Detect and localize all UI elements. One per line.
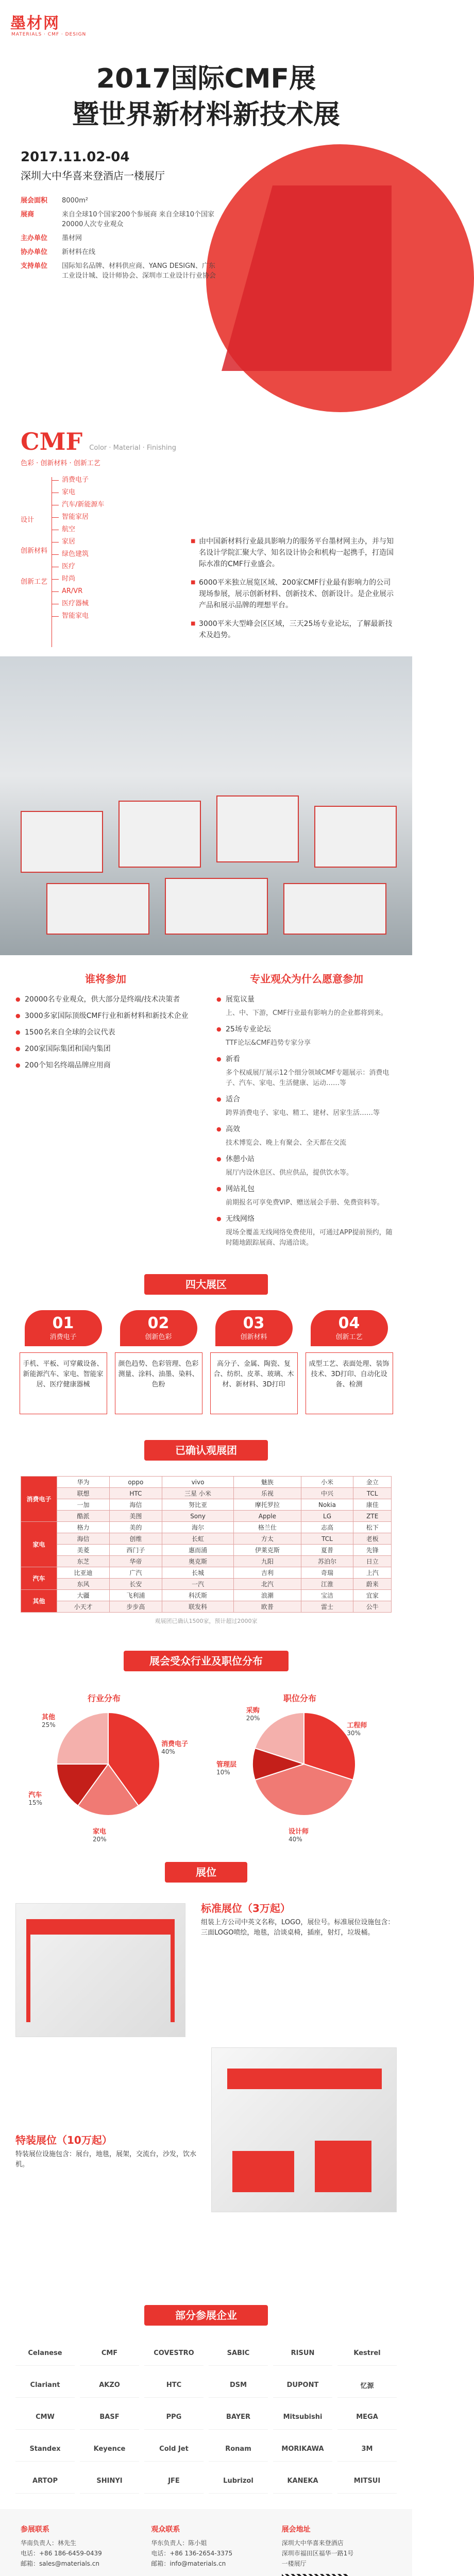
table-cell: 科沃斯 [162, 1590, 233, 1601]
zone-number: 04 [338, 1314, 360, 1332]
info-value: 来自全球10个国家200个参展商 来自全球10个国家20000人次专业观众 [62, 211, 215, 228]
mindmap-item: 智能家居 [21, 511, 185, 523]
gain-title: ● 适合 [216, 1094, 397, 1105]
brand-logo[interactable]: 墨材网 [10, 14, 60, 32]
exhibitor-logo[interactable]: MEGA [337, 2405, 397, 2430]
pie-label [216, 1759, 236, 1776]
mindmap-item: 医疗 [21, 561, 185, 573]
gain-desc: 上、中、下游，CMF行业最有影响力的企业都将到来。 [226, 1009, 387, 1017]
exhibitor-logo[interactable]: 忆源 [337, 2373, 397, 2398]
table-cell: 宜家 [353, 1590, 392, 1601]
brand-subtitle: MATERIALS · CMF · DESIGN [11, 32, 87, 37]
table-row [21, 1533, 392, 1545]
zone-card [20, 1310, 107, 1414]
gain-title: ● 高效 [216, 1124, 397, 1135]
pie-title: 职位分布 [283, 1693, 317, 1703]
exhibitor-logo[interactable]: Lubrizol [209, 2469, 268, 2494]
exhibitor-logo[interactable]: ARTOP [15, 2469, 75, 2494]
table-row [21, 1545, 392, 1556]
footer-c1-title: 参展联系 [21, 2526, 49, 2534]
table-cell: TCL [301, 1533, 353, 1545]
event-venue: 深圳大中华喜来登酒店一楼展厅 [21, 170, 165, 182]
table-cell: 华为 [57, 1477, 110, 1488]
info-value: 8000m² [62, 197, 88, 205]
table-cell: 长虹 [162, 1533, 233, 1545]
booth-shape [46, 883, 149, 935]
table-cell: 九阳 [234, 1556, 301, 1567]
pie-label-value: 10% [216, 1769, 230, 1776]
info-row [21, 210, 216, 229]
exhibitor-logo[interactable]: BASF [80, 2405, 139, 2430]
intro-paragraph: ■ 由中国新材料行业最具影响力的服务平台墨材网主办，并与知名设计学院汇聚大学、知名设计协会和机构一起携手，打造国际水准的CMF行业盛会。 [191, 536, 397, 570]
pie-label [28, 1789, 42, 1806]
exhibitor-logos [0, 2336, 412, 2509]
brands-table-note: 观展团已确认1500家，预计超过2000家 [155, 1618, 258, 1624]
table-row [21, 1579, 392, 1590]
exhibitor-logo[interactable]: Clariant [15, 2373, 75, 2398]
event-info [21, 196, 216, 285]
zone-number: 01 [52, 1314, 74, 1332]
mindmap-item: 时尚 [21, 573, 185, 585]
booth-shape [314, 806, 397, 868]
visitor-item: ● 20000名专业观众，供大部分是终端/技术决策者 [15, 994, 196, 1005]
footer-c3-title: 展会地址 [281, 2526, 311, 2534]
gains-list [216, 994, 397, 1248]
exhibitors-banner: 部分参展企业 [144, 2305, 268, 2326]
pie-label-name: 管理层 [216, 1761, 237, 1769]
mindmap-item: 消费电子 [21, 474, 185, 486]
table-cell: 比亚迪 [57, 1567, 110, 1579]
pie-label-value: 25% [42, 1721, 56, 1729]
table-cell: ZTE [353, 1511, 392, 1522]
zones [0, 1305, 412, 1419]
exhibitor-logo[interactable]: BAYER [209, 2405, 268, 2430]
table-cell: TCL [353, 1488, 392, 1499]
info-row [21, 196, 216, 206]
info-key: 展商 [21, 211, 35, 218]
special-booth-desc: 特装展位设施包含：展台，地毯，展架，交流台，沙发，饮水机。 [15, 2150, 197, 2168]
exhibitor-logo[interactable]: Mitsubishi [273, 2405, 332, 2430]
info-value: 新材料在线 [62, 248, 96, 256]
special-booth-image [211, 2047, 397, 2212]
exhibitor-logo[interactable]: Kestrel [337, 2341, 397, 2366]
table-cell: 公牛 [353, 1601, 392, 1613]
brands-table-wrap [0, 1471, 412, 1630]
event-date: 2017.11.02-04 [21, 149, 130, 165]
table-cell: 大疆 [57, 1590, 110, 1601]
pie-label [161, 1738, 188, 1755]
gain-title: ● 展览议量 [216, 994, 397, 1005]
footer-c1-line[interactable]: 邮箱：sales@materials.cn [21, 2560, 99, 2567]
visitors-list [15, 994, 196, 1071]
mindmap-item: 汽车/新能源车 [21, 499, 185, 511]
table-cell: 先锋 [353, 1545, 392, 1556]
table-cell: 步步高 [109, 1601, 162, 1613]
table-cell: 格兰仕 [234, 1522, 301, 1533]
special-booth-text [15, 2135, 201, 2170]
table-cell: 志高 [301, 1522, 353, 1533]
audience-section [0, 955, 412, 1264]
standard-booth-title: 标准展位（3万起） [201, 1902, 291, 1914]
pies [0, 1682, 412, 1852]
table-cell: 老板 [353, 1533, 392, 1545]
footer-c3-line: 一楼展厅 [281, 2560, 307, 2567]
table-cell: 吉利 [234, 1567, 301, 1579]
footer-c2-line: 华东负责人：陈小姐 [151, 2539, 207, 2547]
mindmap-item: 家电 [21, 486, 185, 499]
table-cell: 联想 [57, 1488, 110, 1499]
table-row [21, 1567, 392, 1579]
mindmap-item: 家居 [21, 536, 185, 548]
page-subtitle: 暨世界新材料新技术展 [72, 99, 340, 130]
gain-title: ● 新看 [216, 1054, 397, 1065]
table-cell: 魅族 [234, 1477, 301, 1488]
booth-shape [216, 795, 299, 862]
position-pie-svg [252, 1713, 356, 1816]
table-cell: 美图 [109, 1511, 162, 1522]
zone-card [115, 1310, 202, 1414]
mindmap-hubs [21, 505, 47, 598]
table-cell: 上汽 [353, 1567, 392, 1579]
gain-desc: 展厅内设休息区、供应供品，提供饮水等。 [226, 1169, 353, 1177]
table-cell: 格力 [57, 1522, 110, 1533]
pie-label-name: 设计师 [289, 1828, 309, 1836]
cmf-title: CMF [21, 428, 83, 455]
gain-title: ● 无线网络 [216, 1213, 397, 1225]
gain-desc: 前期报名可享免费VIP、赠送展会手册、免费资料等。 [226, 1199, 384, 1207]
table-cell: 小天才 [57, 1601, 110, 1613]
footer-c2-line[interactable]: 邮箱：info@materials.cn [151, 2560, 226, 2567]
gains-title: 专业观众为什么愿意参加 [250, 973, 363, 985]
table-cell: 美的 [109, 1522, 162, 1533]
mindmap-item: 医疗器械 [21, 598, 185, 610]
table-cell: 一汽 [162, 1579, 233, 1590]
footer-visitor-contact [151, 2524, 261, 2576]
zone-label: 创新材料 [240, 1333, 267, 1341]
zone-desc: 手机、平板、可穿戴设备、新能源汽车、家电、智能家居、医疗健康器械 [20, 1352, 107, 1414]
zone-card [210, 1310, 298, 1414]
mindmap-hub: 创新材料 [21, 547, 48, 555]
zone-label: 消费电子 [49, 1333, 77, 1341]
footer-c2-title: 观众联系 [151, 2526, 180, 2534]
table-cell: 松下 [353, 1522, 392, 1533]
table-cell: 长安 [109, 1579, 162, 1590]
info-key: 主办单位 [21, 234, 48, 242]
brands-table [21, 1476, 392, 1613]
gains-column [216, 971, 397, 1253]
exhibitor-logo[interactable]: Ronam [209, 2437, 268, 2462]
mindmap-item: 绿色建筑 [21, 548, 185, 561]
visitor-item: ● 3000多家国际顶级CMF行业和新材料和新技术企业 [15, 1010, 196, 1022]
table-cell: 惠而浦 [162, 1545, 233, 1556]
booth-section [0, 1893, 412, 2295]
table-cell: 北汽 [234, 1579, 301, 1590]
exhibitor-logo[interactable]: AKZO [80, 2373, 139, 2398]
standard-booth-image [15, 1903, 185, 2037]
table-cell: 苏泊尔 [301, 1556, 353, 1567]
exhibitor-logo[interactable]: SABIC [209, 2341, 268, 2366]
table-category: 汽车 [21, 1567, 57, 1590]
gain-title: ● 休憩小站 [216, 1154, 397, 1165]
table-cell: 海尔 [162, 1522, 233, 1533]
mindmap-item: 航空 [21, 523, 185, 536]
gain-desc: 多个权威展厅展示12个细分领域CMF专题展示：消费电子、汽车、家电、生活健康、运动……等 [226, 1069, 390, 1087]
gain-title: ● 网站礼包 [216, 1183, 397, 1195]
standard-booth-text [201, 1903, 397, 1938]
table-cell: Sony [162, 1511, 233, 1522]
zone-badge [120, 1310, 197, 1346]
cmf-tags: 色彩 · 创新材料 · 创新工艺 [21, 460, 100, 467]
pie-label-name: 其他 [42, 1714, 56, 1722]
table-row [21, 1590, 392, 1601]
pie-label-value: 40% [161, 1748, 175, 1755]
industry-pie-svg [57, 1713, 160, 1816]
info-value: 墨材网 [62, 234, 82, 242]
table-cell: 夏普 [301, 1545, 353, 1556]
exhibitor-logo[interactable]: MITSUI [337, 2469, 397, 2494]
info-row [21, 247, 216, 257]
page-title: 2017国际CMF展 [96, 63, 316, 94]
qr-code-icon[interactable] [282, 2574, 349, 2576]
brands-banner: 已确认观展团 [144, 1440, 268, 1461]
pie-label-value: 20% [93, 1836, 107, 1843]
mindmap [21, 474, 185, 622]
footer-exhibit-contact [21, 2524, 130, 2576]
table-cell: 努比亚 [162, 1499, 233, 1511]
info-key: 展会面积 [21, 197, 48, 205]
table-cell: 三星 小米 [162, 1488, 233, 1499]
intro [191, 536, 397, 641]
table-cell: 奥克斯 [162, 1556, 233, 1567]
table-cell: Apple [234, 1511, 301, 1522]
zone-number: 03 [243, 1314, 265, 1332]
table-cell: oppo [109, 1477, 162, 1488]
table-cell: 西门子 [109, 1545, 162, 1556]
pie-label-value: 20% [246, 1714, 260, 1722]
table-cell: 伊莱克斯 [234, 1545, 301, 1556]
gain-desc: 跨界消费电子、家电、精工、建材、居家生活……等 [226, 1109, 380, 1117]
table-row [21, 1488, 392, 1499]
cmf-block [21, 428, 176, 467]
exhibitor-logo[interactable]: KANEKA [273, 2469, 332, 2494]
pie-label-name: 家电 [93, 1828, 107, 1836]
pie-label-name: 汽车 [28, 1791, 42, 1800]
pie-slice [57, 1713, 108, 1764]
table-row [21, 1499, 392, 1511]
table-cell: 一加 [57, 1499, 110, 1511]
table-category: 消费电子 [21, 1477, 57, 1522]
zone-desc: 成型工艺、表面处理、装饰技术、3D打印、自动化设备、检测 [306, 1352, 393, 1414]
exhibitor-logo[interactable]: Standex [15, 2437, 75, 2462]
pie-label-name: 工程师 [347, 1721, 367, 1730]
visitors-title: 谁将参加 [85, 973, 126, 985]
booth-shape [118, 801, 201, 868]
booth-banner: 展位 [165, 1862, 247, 1883]
table-cell: vivo [162, 1477, 233, 1488]
table-row [21, 1556, 392, 1567]
standard-booth-desc: 组装上方公司中英文名称，LOGO，展位号。标准展位设施包含：三面LOGO喷绘，地毯，洽谈桌椅，插座，射灯，垃圾桶。 [201, 1919, 395, 1937]
table-cell: 美菱 [57, 1545, 110, 1556]
table-cell: 东风 [57, 1579, 110, 1590]
table-cell: 海信 [57, 1533, 110, 1545]
table-cell: 乐视 [234, 1488, 301, 1499]
visitors-column [15, 971, 196, 1253]
table-cell: 创维 [109, 1533, 162, 1545]
info-row [21, 233, 216, 243]
industry-pie [21, 1692, 196, 1846]
booth-shape [283, 883, 386, 935]
pie-label-value: 40% [289, 1836, 302, 1843]
booth-shape [165, 878, 268, 935]
intro-paragraph: ■ 6000平米独立展览区域、200家CMF行业最有影响力的公司现场参展，展示创新材料、创新技术、创新设计。是企业展示产品和展示品牌的理想平台。 [191, 577, 397, 611]
pie-label-name: 消费电子 [161, 1740, 189, 1748]
table-cell: 江淮 [301, 1579, 353, 1590]
table-cell: 摩托罗拉 [234, 1499, 301, 1511]
table-cell: 康佳 [353, 1499, 392, 1511]
footer-address [282, 2524, 392, 2576]
table-cell: 金立 [353, 1477, 392, 1488]
exhibitor-logo[interactable]: SHINYI [80, 2469, 139, 2494]
mindmap-hub: 设计 [21, 516, 35, 524]
table-cell: 奇瑞 [301, 1567, 353, 1579]
gain-desc: 现场全覆盖无线网络免费使用，可通过APP提前预约，随时随地跟踪展商、沟通洽谈。 [226, 1229, 393, 1247]
special-booth-title: 特装展位（10万起） [15, 2134, 112, 2146]
zones-banner: 四大展区 [144, 1274, 268, 1295]
visitor-item: ● 200家国际集团和国内集团 [15, 1043, 196, 1055]
footer-c1-line[interactable]: 电话：+86 186-6459-0439 [21, 2550, 102, 2557]
footer-c2-line[interactable]: 电话：+86 136-2654-3375 [151, 2550, 233, 2557]
exhibitor-logo[interactable]: CMW [15, 2405, 75, 2430]
zone-card [306, 1310, 393, 1414]
visitor-item: ● 1500名来自全球的会议代表 [15, 1027, 196, 1038]
table-cell: 方太 [234, 1533, 301, 1545]
exhibitor-logo[interactable]: Celanese [15, 2341, 75, 2366]
info-key: 协办单位 [21, 248, 48, 256]
exhibitor-logo[interactable]: RISUN [273, 2341, 332, 2366]
table-cell: 飞利浦 [109, 1590, 162, 1601]
pies-banner: 展会受众行业及职位分布 [124, 1651, 289, 1671]
table-cell: 东芝 [57, 1556, 110, 1567]
table-cell: 蔚来 [353, 1579, 392, 1590]
footer-c1-line: 华南负责人：林先生 [21, 2539, 77, 2547]
table-cell: Nokia [301, 1499, 353, 1511]
zone-number: 02 [147, 1314, 170, 1332]
table-cell: 海信 [109, 1499, 162, 1511]
exhibitor-logo[interactable]: DUPONT [273, 2373, 332, 2398]
zone-desc: 高分子、金属、陶瓷、复合、纺织、皮革、玻璃、木材、新材料、3D打印 [210, 1352, 298, 1414]
pie-label-name: 采购 [246, 1706, 260, 1715]
table-cell: HTC [109, 1488, 162, 1499]
zone-desc: 颜色趋势、色彩管理、色彩测量、涂料、油墨、染料、色粉 [115, 1352, 202, 1414]
zone-badge [311, 1310, 388, 1346]
table-cell: 日立 [353, 1556, 392, 1567]
cmf-subtitle: Color · Material · Finishing [89, 444, 176, 452]
booth-shape [21, 811, 103, 873]
position-pie [216, 1692, 392, 1846]
exhibitor-logo[interactable]: PPG [144, 2405, 204, 2430]
exhibitor-logo[interactable]: COVESTRO [144, 2341, 204, 2366]
pie-label [42, 1711, 56, 1728]
mindmap-item: AR/VR [21, 585, 185, 598]
footer-c3-line: 深圳市福田区福华一路1号 [281, 2550, 354, 2557]
table-category: 其他 [21, 1590, 57, 1613]
table-row [21, 1511, 392, 1522]
pie-label-value: 15% [28, 1799, 42, 1807]
pie-label [289, 1826, 309, 1843]
gain-desc: 技术博览会、晚上有聚会、全天都在交流 [226, 1139, 347, 1147]
table-row [21, 1601, 392, 1613]
exhibitor-logo[interactable]: HTC [144, 2373, 204, 2398]
exhibitor-logo[interactable]: 3M [337, 2437, 397, 2462]
zone-badge [25, 1310, 102, 1346]
mindmap-hub: 创新工艺 [21, 578, 48, 586]
exhibitor-logo[interactable]: MORIKAWA [273, 2437, 332, 2462]
info-value: 国际知名品牌、材料供应商、YANG DESIGN、广东工业设计城、设计师协会、深圳市工业设计行业协会 [62, 262, 216, 280]
exhibitor-logo[interactable]: JFE [144, 2469, 204, 2494]
pie-label-value: 30% [347, 1729, 361, 1737]
gain-title: ● 25场专业论坛 [216, 1024, 397, 1035]
gain-desc: TTF论坛&CMF趋势专家分享 [226, 1039, 311, 1047]
table-cell: 广汽 [109, 1567, 162, 1579]
table-cell: 欧普 [234, 1601, 301, 1613]
zone-label: 创新工艺 [335, 1333, 363, 1341]
table-cell: 中兴 [301, 1488, 353, 1499]
intro-paragraph: ■ 3000平米大型峰会区区域，三天25场专业论坛，了解最新技术及趋势。 [191, 618, 397, 641]
table-row [21, 1522, 392, 1533]
mindmap-item: 智能家电 [21, 610, 185, 622]
exhibitor-logo[interactable]: Keyence [80, 2437, 139, 2462]
table-cell: 宝洁 [301, 1590, 353, 1601]
table-cell: 联发科 [162, 1601, 233, 1613]
info-row [21, 261, 216, 281]
table-category: 家电 [21, 1522, 57, 1567]
exhibition-hall-photo [0, 656, 412, 955]
table-cell: 华帝 [109, 1556, 162, 1567]
table-cell: 雷士 [301, 1601, 353, 1613]
footer-c3-line: 深圳大中华喜来登酒店 [281, 2539, 344, 2547]
table-cell: 长城 [162, 1567, 233, 1579]
exhibitor-logo[interactable]: Cold Jet [144, 2437, 204, 2462]
table-cell: 浪潮 [234, 1590, 301, 1601]
exhibitor-logo[interactable]: CMF [80, 2341, 139, 2366]
visitor-item: ● 200个知名终端品牌应用商 [15, 1060, 196, 1071]
footer-columns [21, 2524, 392, 2576]
exhibitor-logo[interactable]: DSM [209, 2373, 268, 2398]
info-key: 支持单位 [21, 262, 48, 270]
footer [0, 2509, 412, 2576]
table-cell: 酷派 [57, 1511, 110, 1522]
table-cell: 小米 [301, 1477, 353, 1488]
pie-label [93, 1826, 107, 1843]
zone-badge [215, 1310, 293, 1346]
pie-title: 行业分布 [88, 1693, 121, 1703]
table-cell: LG [301, 1511, 353, 1522]
zone-label: 创新色彩 [145, 1333, 172, 1341]
table-row [21, 1477, 392, 1488]
